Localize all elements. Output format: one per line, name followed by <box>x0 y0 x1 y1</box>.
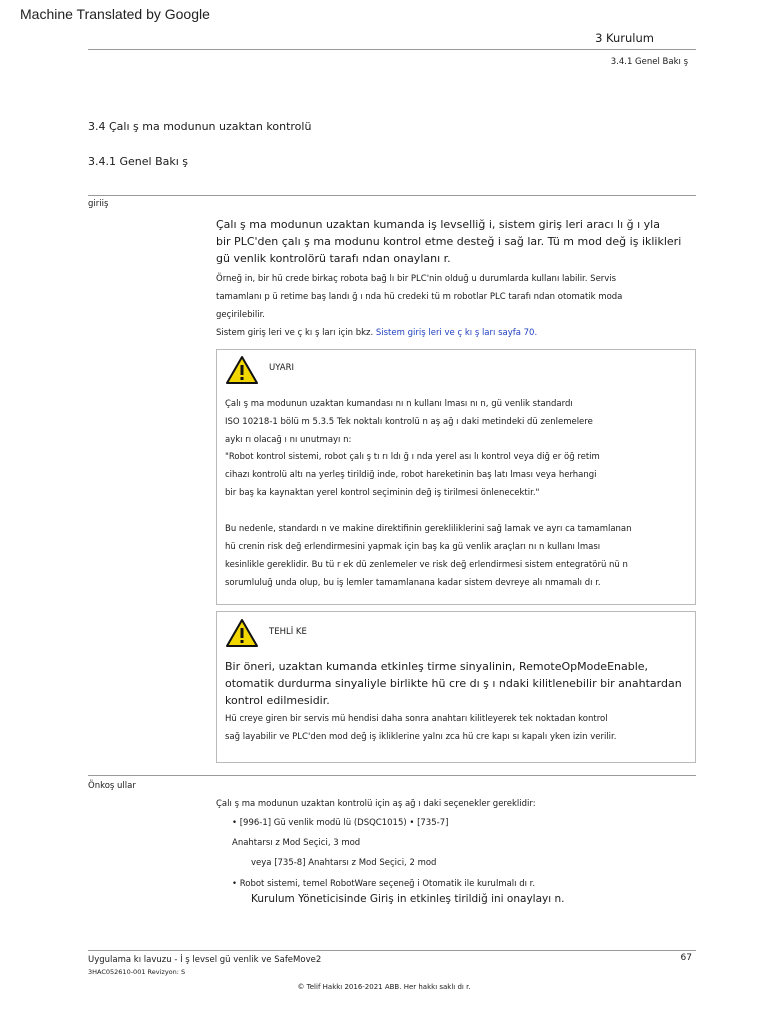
quote-line: bir baş ka kaynaktan yerel kontrol seçiminin değ iş tirilmesi önlenecektir." <box>225 488 540 498</box>
intro-para-line: tamamlanı p ü retime baş landı ğ ı nda hü credeki tü m robotlar PLC tarafı ndan otomatik moda <box>216 292 623 302</box>
footer-rule <box>88 950 696 951</box>
warning-line: aykı rı olacağ ı nı unutmayı n: <box>225 435 352 445</box>
intro-lead-line: Çalı ş ma modunun uzaktan kumanda iş levselliğ i, sistem giriş leri aracı lı ğ ı yla <box>216 218 660 231</box>
intro-lead-line: gü venlik kontrolörü tarafı ndan onaylanı r. <box>216 252 451 265</box>
header-rule <box>88 49 696 50</box>
warning-line: Bu nedenle, standardı n ve makine direktifinin gerekliliklerini sağ lamak ve ayrı ca tamamlanan <box>225 524 632 534</box>
danger-line: Hü creye giren bir servis mü hendisi daha sonra anahtarı kilitleyerek tek noktadan kontrol <box>225 714 608 724</box>
warning-quote <box>225 448 685 502</box>
danger-paragraph <box>225 710 685 746</box>
warning-line: hü crenin risk değ erlendirmesini yapmak için baş ka gü venlik araçları nı n kullanı lması <box>225 542 601 552</box>
intro-lead-line: bir PLC'den çalı ş ma modunu kontrol etme desteğ i sağ lar. Tü m mod değ iş iklikleri <box>216 235 682 248</box>
intro-para-line: geçirilebilir. <box>216 310 266 320</box>
danger-lead-line: otomatik durdurma sinyaliyle birlikte hü cre dı ş ı ndaki kilitlenebilir bir anahtardan <box>225 677 682 690</box>
section-heading: 3.4 Çalı ş ma modunun uzaktan kontrolü <box>88 120 312 133</box>
danger-lead-line: Bir öneri, uzaktan kumanda etkinleş tirme sinyalinin, RemoteOpModeEnable, <box>225 660 649 673</box>
warning-box <box>216 349 696 605</box>
prereq-bullet-2: • Robot sistemi, temel RobotWare seçeneğ i Otomatik ile kurulmalı dı r. <box>232 879 536 889</box>
intro-para-line: Örneğ in, bir hü crede birkaç robota bağ lı bir PLC'nin olduğ u durumlarda kullanı labilir. Servis <box>216 274 617 284</box>
danger-lead-line: kontrol edilmesidir. <box>225 694 330 707</box>
machine-translated-label: Machine Translated by Google <box>20 6 210 22</box>
reference-link[interactable]: Sistem giriş leri ve ç kı ş ları sayfa 70. <box>375 328 538 338</box>
prereq-bullet-2-cont: Kurulum Yöneticisinde Giriş in etkinleş tirildiğ ini onaylayı n. <box>251 893 565 905</box>
warning-line: ISO 10218-1 bölü m 5.3.5 Tek noktalı kontrolü n aş ağ ı daki metindeki dü zenlemelere <box>225 417 593 427</box>
danger-title: TEHLİ KE <box>269 627 307 637</box>
warning-line: kesinlikle gereklidir. Bu tü r ek dü zenlemeler ve risk değ erlendirmesi sistem entegratörü nü n <box>225 560 628 570</box>
intro-reference <box>216 324 696 342</box>
prereq-rule <box>88 775 696 776</box>
danger-triangle-icon <box>225 618 259 648</box>
warning-line: Çalı ş ma modunun uzaktan kumandası nı n kullanı lması nı n, gü venlik standardı <box>225 399 573 409</box>
quote-line: cihazı kontrolü altı na yerleş tirildiğ inde, robot hareketinin baş latı lması veya herhangi <box>225 470 597 480</box>
warning-triangle-icon <box>225 355 259 385</box>
reference-prefix: Sistem giriş leri ve ç kı ş ları için bkz. <box>216 328 376 338</box>
prereq-bullet-1-cont2: veya [735-8] Anahtarsı z Mod Seçici, 2 mod <box>251 858 437 868</box>
warning-title: UYARI <box>269 363 294 373</box>
intro-paragraph <box>216 270 696 324</box>
chapter-title: 3 Kurulum <box>595 31 654 45</box>
page-number: 67 <box>680 953 692 963</box>
warning-paragraph-2 <box>225 520 685 592</box>
danger-line: sağ layabilir ve PLC'den mod değ iş ikliklerine yalnı zca hü cre kapı sı kapalı yken izin verilir. <box>225 732 617 742</box>
footer-title: Uygulama kı lavuzu - İ ş levsel gü venlik ve SafeMove2 <box>88 955 322 965</box>
quote-line: "Robot kontrol sistemi, robot çalı ş tı rı ldı ğ ı nda yerel ası lı kontrol veya diğ er öğ retim <box>225 452 600 462</box>
prereq-intro: Çalı ş ma modunun uzaktan kontrolü için aş ağ ı daki seçenekler gereklidir: <box>216 799 536 809</box>
danger-box <box>216 611 696 763</box>
warning-paragraph-1 <box>225 395 685 449</box>
danger-lead <box>225 658 685 709</box>
footer-doc-id: 3HAC052610-001 Revizyon: S <box>88 968 186 976</box>
subsection-heading: 3.4.1 Genel Bakı ş <box>88 155 189 168</box>
copyright-notice: © Telif Hakkı 2016-2021 ABB. Her hakkı saklı dı r. <box>297 983 471 991</box>
intro-lead <box>216 216 696 267</box>
prereq-bullet-1: • [996-1] Gü venlik modü lü (DSQC1015) • [735-7] <box>232 818 449 828</box>
warning-line: sorumluluğ unda olup, bu iş lemler tamamlanana kadar sistem devreye alı nmamalı dı r. <box>225 578 601 588</box>
intro-label: giriiş <box>88 199 109 209</box>
intro-rule <box>88 195 696 196</box>
prereq-label: Önkoş ullar <box>88 781 136 791</box>
prereq-bullet-1-cont: Anahtarsı z Mod Seçici, 3 mod <box>232 838 361 848</box>
section-ref: 3.4.1 Genel Bakı ş <box>610 57 688 67</box>
